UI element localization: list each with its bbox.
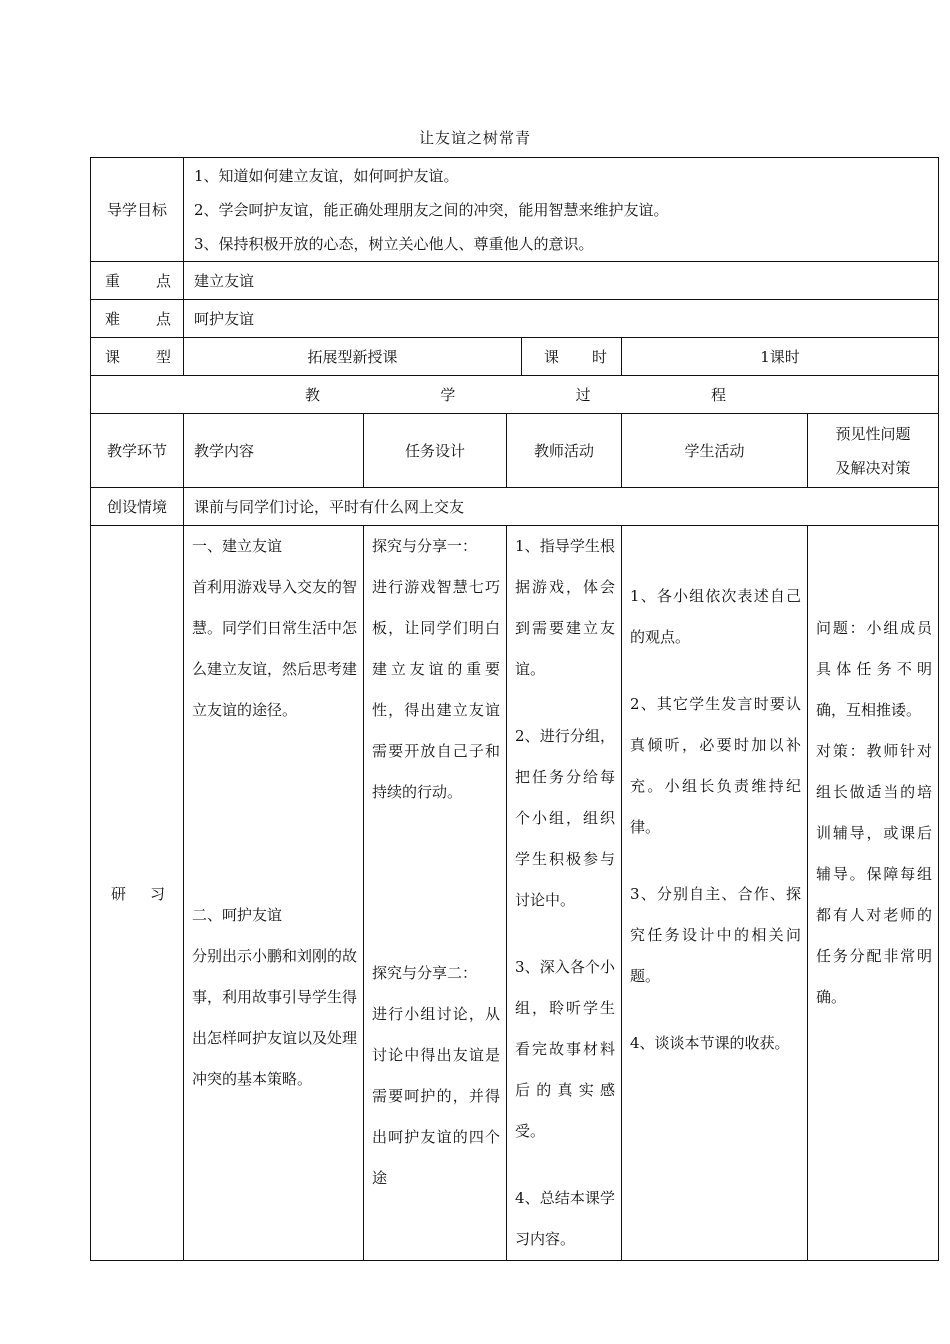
lesson-type-row: [91, 338, 939, 376]
goals-cell: [184, 158, 939, 262]
lesson-hours-value: 1课时: [622, 338, 939, 376]
teacher-item-4: 4、总结本课学习内容。: [515, 1189, 615, 1248]
task-text-2: 进行小组讨论，从讨论中得出友谊是需要呵护的，并得出呵护友谊的四个途: [372, 1005, 500, 1187]
document-title: 让友谊之树常青: [418, 129, 531, 147]
study-task-cell: [364, 526, 507, 1261]
situation-value: 课前与同学们讨论，平时有什么网上交友: [184, 488, 939, 526]
header-problem: 预见性问题 及解决对策: [808, 414, 939, 488]
content-text-1: 首利用游戏导入交友的智慧。同学们日常生活中怎么建立友谊，然后思考建立友谊的途径。: [192, 578, 358, 719]
task-heading-1: 探究与分享一：: [372, 537, 478, 555]
lesson-plan-table: [90, 157, 939, 1261]
study-student-cell: [622, 526, 808, 1261]
content-heading-2: 二、呵护友谊: [192, 906, 283, 924]
header-teacher: 教师活动: [507, 414, 622, 488]
study-label: 研 习: [91, 526, 184, 1261]
student-item-3: 3、分别自主、合作、探究任务设计中的相关问题。: [630, 885, 801, 985]
task-text-1: 进行游戏智慧七巧板，让同学们明白建立友谊的重要性，得出建立友谊需要开放自己子和持续的行动。: [372, 578, 500, 801]
problem-text: 问题：小组成员具体任务不明确，互相推诿。: [816, 619, 933, 719]
student-item-1: 1、各小组依次表述自己的观点。: [630, 587, 801, 646]
student-item-2: 2、其它学生发言时要认真倾听，必要时加以补充。小组长负责维持纪律。: [630, 695, 801, 836]
header-stage: 教学环节: [91, 414, 184, 488]
header-task: 任务设计: [364, 414, 507, 488]
study-row: [91, 526, 939, 1261]
goal-item: 2、学会呵护友谊，能正确处理朋友之间的冲突，能用智慧来维护友谊。: [194, 200, 669, 219]
study-teacher-cell: [507, 526, 622, 1261]
study-problem-cell: [808, 526, 939, 1261]
difficulty-row: [91, 300, 939, 338]
key-point-value: 建立友谊: [184, 262, 939, 300]
teacher-item-1: 1、指导学生根据游戏，体会到需要建立友谊。: [515, 537, 615, 678]
teacher-item-2: 2、进行分组，把任务分给每个小组，组织学生积极参与讨论中。: [515, 727, 615, 909]
key-point-row: [91, 262, 939, 300]
situation-row: [91, 488, 939, 526]
goal-item: 3、保持积极开放的心态，树立关心他人、尊重他人的意识。: [194, 234, 594, 253]
process-heading: 教 学 过 程: [91, 376, 939, 414]
content-text-2: 分别出示小鹏和刘刚的故事，利用故事引导学生得出怎样呵护友谊以及处理冲突的基本策略。: [192, 947, 358, 1088]
goals-row: [91, 158, 939, 262]
content-heading-1: 一、建立友谊: [192, 537, 283, 555]
lesson-hours-label: 课 时: [522, 338, 622, 376]
difficulty-label: 难 点: [91, 300, 184, 338]
lesson-type-value: 拓展型新授课: [184, 338, 522, 376]
key-point-label: 重 点: [91, 262, 184, 300]
situation-label: 创设情境: [91, 488, 184, 526]
study-content-cell: [184, 526, 364, 1261]
lesson-type-label: 课 型: [91, 338, 184, 376]
strategy-text: 对策：教师针对组长做适当的培训辅导，或课后辅导。保障每组都有人对老师的任务分配非常明确。: [816, 742, 933, 1006]
goals-label: 导学目标: [91, 158, 184, 262]
teacher-item-3: 3、深入各个小组，聆听学生看完故事材料后的真实感受。: [515, 958, 615, 1140]
difficulty-value: 呵护友谊: [184, 300, 939, 338]
student-item-4: 4、谈谈本节课的收获。: [630, 1034, 790, 1052]
header-row: [91, 414, 939, 488]
header-student: 学生活动: [622, 414, 808, 488]
process-row: [91, 376, 939, 414]
header-content: 教学内容: [184, 414, 364, 488]
goal-item: 1、知道如何建立友谊，如何呵护友谊。: [194, 166, 459, 185]
task-heading-2: 探究与分享二：: [372, 964, 478, 982]
